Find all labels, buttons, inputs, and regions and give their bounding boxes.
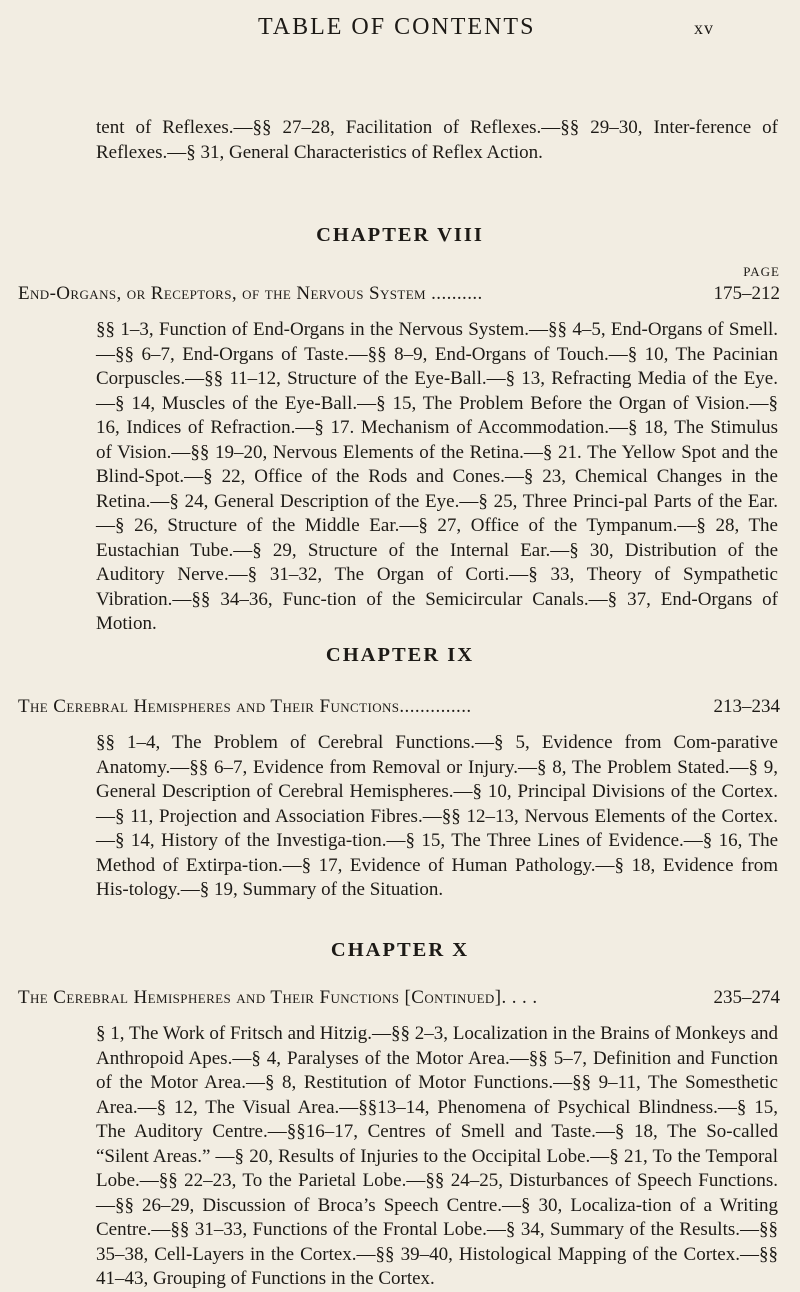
chapter-x-section	[0, 939, 800, 962]
chapter-page-range: 175–212	[713, 283, 780, 304]
running-header	[0, 14, 800, 54]
chapter-heading: CHAPTER X	[330, 939, 470, 961]
chapter-heading: CHAPTER IX	[325, 644, 475, 666]
chapter-viii-section	[0, 224, 800, 247]
chapter-ix-section	[0, 644, 800, 667]
chapter-ix-contents	[0, 731, 800, 903]
chapter-viii-contents	[0, 318, 800, 637]
chapter-ix-title-row	[0, 696, 800, 722]
chapter-contents: §§ 1–3, Function of End-Organs in the Nervous System.—§§ 4–5, End-Organs of Smell.—§§ 6–7, End-Organs of Taste.—§§ 8–9, End-Organs of Touch.—§ 10, The Pacinian Corpuscles.—§§ 11–12, Structure of the Eye-Ball.—§ 13, Refracting Media of the Eye.—§ 14, Muscles of the Eye-Ball.—§ 15, The Problem Before the Organ of Vision.—§ 16, Indices of Refraction.—§ 17. Mechanism of Accommodation.—§ 18, The Stimulus of Vision.—§§ 19–20, Nervous Elements of the Retina.—§ 21. The Yellow Spot and the Blind-Spot.—§ 22, Office of the Rods and Cones.—§ 23, Chemical Changes in the Retina.—§ 24, General Description of the Eye.—§ 25, Three Princi-pal Parts of the Ear.—§ 26, Structure of the Middle Ear.—§ 27, Office of the Tympanum.—§ 28, The Eustachian Tube.—§ 29, Structure of the Internal Ear.—§ 30, Distribution of the Auditory Nerve.—§ 31–32, The Organ of Corti.—§ 33, Theory of Sympathetic Vibration.—§§ 34–36, Func-tion of the Semicircular Canals.—§ 37, End-Organs of Motion.	[96, 319, 778, 634]
page-number: xv	[694, 18, 714, 38]
chapter-title: The Cerebral Hemispheres and Their Functions [Continued]. . . .	[18, 987, 538, 1008]
chapter-title: The Cerebral Hemispheres and Their Functions..............	[18, 696, 472, 717]
chapter-title: End-Organs, or Receptors, of the Nervous System ..........	[18, 283, 483, 304]
chapter-contents: § 1, The Work of Fritsch and Hitzig.—§§ 2–3, Localization in the Brains of Monkeys and Anthropoid Apes.—§ 4, Paralyses of the Motor Area.—§§ 5–7, Definition and Function of the Motor Area.—§ 8, Restitution of Motor Functions.—§§ 9–11, The Somesthetic Area.—§ 12, The Visual Area.—§§13–14, Phenomena of Psychical Blindness.—§ 15, The Auditory Centre.—§§16–17, Centres of Smell and Taste.—§ 18, The So-called “Silent Areas.” —§ 20, Results of Injuries to the Occipital Lobe.—§ 21, To the Temporal Lobe.—§§ 22–23, To the Parietal Lobe.—§§ 24–25, Disturbances of Speech Functions.—§§ 26–29, Discussion of Broca’s Speech Centre.—§ 30, Localiza-tion of a Writing Centre.—§§ 31–33, Functions of the Frontal Lobe.—§ 34, Summary of the Results.—§§ 35–38, Cell-Layers in the Cortex.—§§ 39–40, Histological Mapping of the Cortex.—§§ 41–43, Grouping of Functions in the Cortex.	[96, 1023, 778, 1289]
chapter-page-range: 235–274	[713, 987, 780, 1008]
intro-text: tent of Reflexes.—§§ 27–28, Facilitation of Reflexes.—§§ 29–30, Inter-ference of Reflexes.—§ 31, General Characteristics of Reflex Action.	[96, 117, 778, 163]
intro-continuation	[0, 116, 800, 165]
chapter-contents: §§ 1–4, The Problem of Cerebral Functions.—§ 5, Evidence from Com-parative Anatomy.—§§ 6–7, Evidence from Removal or Injury.—§ 8, The Problem Stated.—§ 9, General Description of Cerebral Hemispheres.—§ 10, Principal Divisions of the Cortex.—§ 11, Projection and Association Fibres.—§§ 12–13, Nervous Elements of the Cortex.—§ 14, History of the Investiga-tion.—§ 15, The Three Lines of Evidence.—§ 16, The Method of Extirpa-tion.—§ 17, Evidence of Human Pathology.—§ 18, Evidence from His-tology.—§ 19, Summary of the Situation.	[96, 732, 778, 900]
page-label: PAGE	[743, 264, 780, 279]
chapter-x-title-row	[0, 987, 800, 1013]
chapter-heading: CHAPTER VIII	[316, 224, 484, 246]
chapter-page-range: 213–234	[713, 696, 780, 717]
chapter-viii-title-row	[0, 283, 800, 309]
running-header-title: TABLE OF CONTENTS	[258, 14, 536, 40]
chapter-x-contents	[0, 1022, 800, 1292]
